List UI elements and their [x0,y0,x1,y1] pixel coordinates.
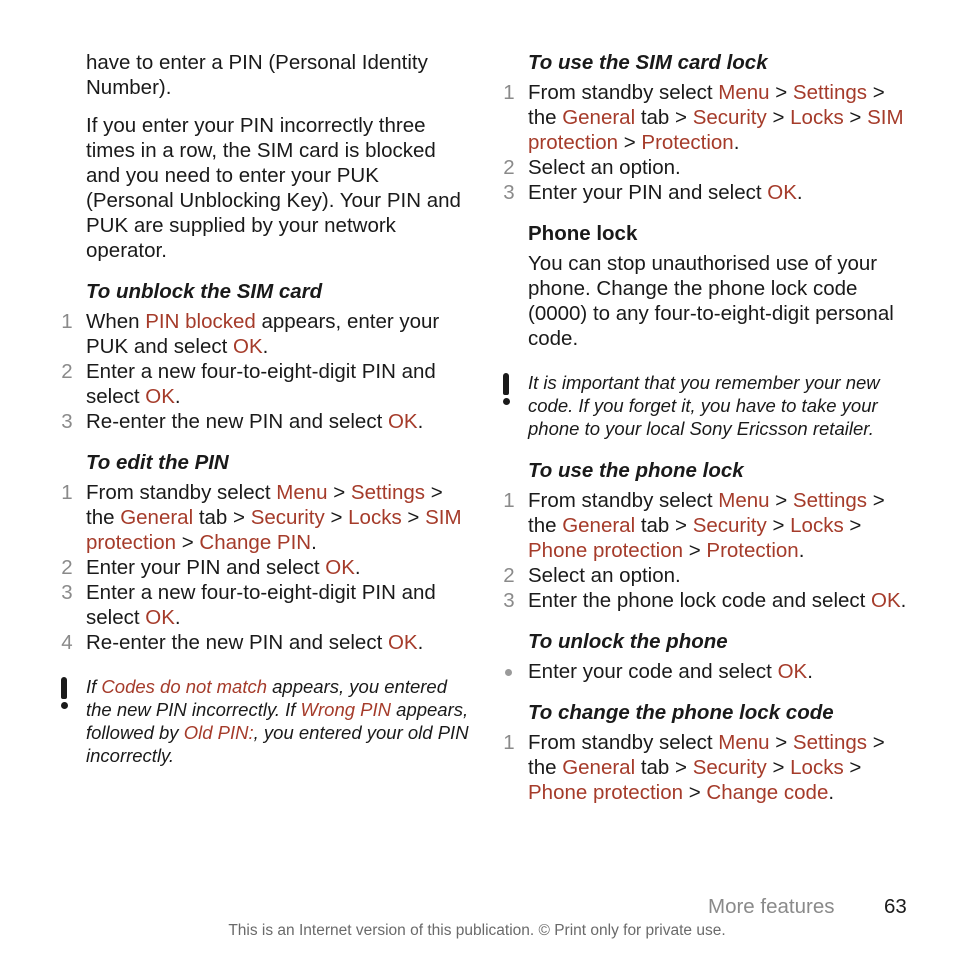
step-text: From standby select [528,81,719,104]
step-number: 1 [503,489,515,512]
step-number: 2 [61,556,73,579]
step [503,588,912,613]
menu-term: Menu [718,731,770,754]
step-text: Enter your code and select [528,660,778,683]
separator: > the [528,81,885,129]
step [503,180,912,205]
menu-term: OK [871,589,901,612]
sim-lock-steps [503,80,912,205]
step-number: 2 [503,156,515,179]
step-text: . [733,131,740,154]
unlock-phone-heading: To unlock the phone [528,630,728,653]
menu-term: Settings [350,481,425,504]
step [503,155,912,180]
menu-term: Wrong PIN [300,699,392,720]
menu-term: General [562,106,636,129]
menu-term: OK [145,385,175,408]
step-text: . [417,631,424,654]
menu-term: OK [387,410,418,433]
edit-pin-steps [61,480,470,655]
menu-term: PIN blocked [145,310,256,333]
separator: > [843,106,868,129]
step-number: 2 [503,564,515,587]
change-code-steps [503,730,912,805]
phone-lock-heading: Phone lock [528,222,638,245]
step [503,80,912,155]
step-number: 3 [503,589,515,612]
step-text: From standby select [86,481,277,504]
menu-term: Settings [792,81,867,104]
menu-term: Security [692,106,767,129]
separator: tab > [635,514,693,537]
menu-term: Change code [706,781,829,804]
step-text: Select an option. [528,564,681,587]
step-number: 2 [61,360,73,383]
step-text: Enter your PIN and select [86,556,326,579]
intro-paragraph: have to enter a PIN (Personal Identity Number). [86,51,428,99]
separator: > [769,81,793,104]
note-text: If [86,676,102,697]
step-text: Select an option. [528,156,681,179]
step-text: . [174,385,181,408]
menu-term: OK [767,181,797,204]
menu-term: SIM protection [528,106,904,154]
step-text: Re-enter the new PIN and select [86,410,388,433]
right-column [503,50,912,815]
menu-term: Change PIN [199,531,312,554]
unlock-phone-steps [528,659,912,684]
step-text: . [174,606,181,629]
step [61,359,470,409]
footer-section-title: More features [708,895,835,918]
step [61,480,470,555]
edit-pin-heading: To edit the PIN [86,451,229,474]
step-text: . [828,781,835,804]
menu-term: General [562,514,636,537]
step-number: 1 [503,731,515,754]
page-number: 63 [884,895,907,918]
step-number: 3 [61,410,73,433]
separator: > [766,106,791,129]
step-number: 3 [503,181,515,204]
menu-term: OK [777,660,808,683]
menu-term: Menu [718,81,770,104]
separator: > [176,531,200,554]
step-text: . [807,660,813,683]
menu-term: Locks [790,756,844,779]
separator: > [766,514,791,537]
step [61,555,470,580]
bullet-icon [505,669,512,676]
step [61,409,470,434]
separator: > [843,756,862,779]
separator: tab > [193,506,251,529]
menu-term: Locks [790,106,844,129]
step-text: . [417,410,424,433]
separator: > [769,489,793,512]
step-text: Enter your PIN and select [528,181,768,204]
unblock-sim-steps [61,309,470,434]
note-text: It is important that you remember your new code. If you forget it, you have to take your phone to your local Sony Ericsson retailer. [528,372,880,439]
separator: > [843,514,862,537]
change-code-heading: To change the phone lock code [528,701,834,724]
exclamation-icon [501,373,511,407]
separator: > [766,756,791,779]
step [61,309,470,359]
step-number: 1 [61,310,73,333]
step [61,630,470,655]
step-text: . [262,335,269,358]
separator: tab > [635,756,693,779]
phone-lock-paragraph: You can stop unauthorised use of your phone. Change the phone lock code (0000) to any four-to-eight-digit personal code. [528,252,894,350]
menu-term: Codes do not match [101,676,267,697]
step-text: . [311,531,317,554]
use-phone-lock-steps [503,488,912,613]
note-text: , you entered your old PIN incorrectly. [86,722,469,766]
step-text: . [900,589,907,612]
step-number: 3 [61,581,73,604]
menu-term: Security [692,514,767,537]
step-text: From standby select [528,489,719,512]
pin-blocked-paragraph: If you enter your PIN incorrectly three times in a row, the SIM card is blocked and you need to enter your PUK (Personal Unblocking Key). Your PIN and PUK are supplied by your network operator. [86,114,461,262]
step-text: Re-enter the new PIN and select [86,631,388,654]
separator: > [324,506,349,529]
step-number: 4 [61,631,73,654]
menu-term: Security [692,756,767,779]
bullet-item [528,659,912,684]
menu-term: SIM protection [86,506,462,554]
step [61,580,470,630]
note-text: appears, followed by [86,699,469,743]
step [503,563,912,588]
menu-term: OK [325,556,355,579]
menu-term: Locks [790,514,844,537]
use-phone-lock-heading: To use the phone lock [528,459,744,482]
menu-term: Settings [792,489,867,512]
menu-term: Phone protection [528,781,684,804]
separator: > [683,781,707,804]
separator: > [683,539,707,562]
menu-term: Protection [706,539,799,562]
separator: > the [86,481,443,529]
separator: > [769,731,793,754]
step-text: . [354,556,361,579]
step [503,730,912,805]
menu-term: General [562,756,636,779]
menu-term: Security [250,506,325,529]
exclamation-icon [59,677,69,711]
menu-term: Old PIN: [183,722,254,743]
sim-lock-heading: To use the SIM card lock [528,51,768,74]
step-text: appears, enter your PUK and select [86,310,440,358]
step-text: Enter a new four-to-eight-digit PIN and select [86,581,436,629]
separator: > the [528,731,885,779]
pin-mismatch-note [86,675,470,767]
menu-term: Phone protection [528,539,684,562]
step-text: . [798,539,805,562]
separator: > [401,506,426,529]
step-text: Enter a new four-to-eight-digit PIN and select [86,360,436,408]
step-number: 1 [61,481,73,504]
menu-term: Menu [718,489,770,512]
menu-term: Settings [792,731,867,754]
remember-code-note [528,371,912,440]
left-column [61,50,470,785]
separator: tab > [635,106,693,129]
separator: > the [528,489,885,537]
note-text: appears, you entered the new PIN incorrectly. If [86,676,447,720]
footer-copyright-note: This is an Internet version of this publication. © Print only for private use. [228,922,726,939]
step-text: When [86,310,146,333]
menu-term: Menu [276,481,328,504]
step-text: . [796,181,803,204]
menu-term: OK [233,335,263,358]
step-number: 1 [503,81,515,104]
step-text: From standby select [528,731,719,754]
menu-term: Protection [641,131,734,154]
step [503,488,912,563]
unblock-sim-heading: To unblock the SIM card [86,280,323,303]
separator: > [618,131,642,154]
menu-term: OK [387,631,418,654]
separator: > [327,481,351,504]
menu-term: Locks [348,506,402,529]
menu-term: OK [145,606,175,629]
step-text: Enter the phone lock code and select [528,589,872,612]
menu-term: General [120,506,194,529]
